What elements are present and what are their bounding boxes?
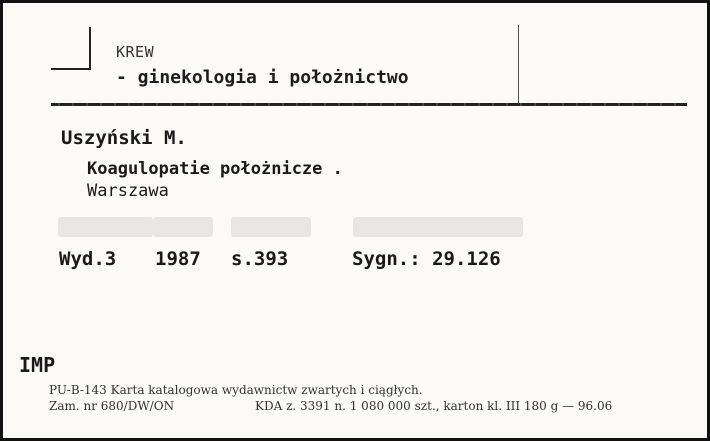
edition: Wyd.3 <box>59 248 117 270</box>
faded-text-smudge <box>153 217 213 237</box>
catalog-card <box>3 3 707 438</box>
faded-text-smudge <box>353 217 523 237</box>
call-number: Sygn.: 29.126 <box>352 248 501 270</box>
page-count: s.393 <box>231 248 289 270</box>
bracket-mark-horizontal <box>51 68 91 70</box>
form-footer-print: KDA z. 3391 n. 1 080 000 szt., karton kl. III 180 g — 96.06 <box>255 399 613 413</box>
bracket-mark-vertical <box>89 27 91 69</box>
form-footer-line1: PU-B-143 Karta katalogowa wydawnictw zwartych i ciągłych. <box>49 383 423 397</box>
header-divider <box>518 25 519 103</box>
faded-text-smudge <box>231 217 311 237</box>
publication-place: Warszawa <box>87 181 169 201</box>
form-footer-order: Zam. nr 680/DW/ON <box>49 399 175 413</box>
publication-year: 1987 <box>155 248 201 270</box>
header-rule <box>51 103 687 106</box>
subject-subdivision: - ginekologia i położnictwo <box>116 67 409 88</box>
author: Uszyński M. <box>61 127 187 149</box>
book-title: Koagulopatie położnicze . <box>87 159 343 179</box>
library-stamp: IMP <box>19 353 56 377</box>
subject-heading: KREW <box>116 43 155 61</box>
faded-text-smudge <box>58 217 153 237</box>
